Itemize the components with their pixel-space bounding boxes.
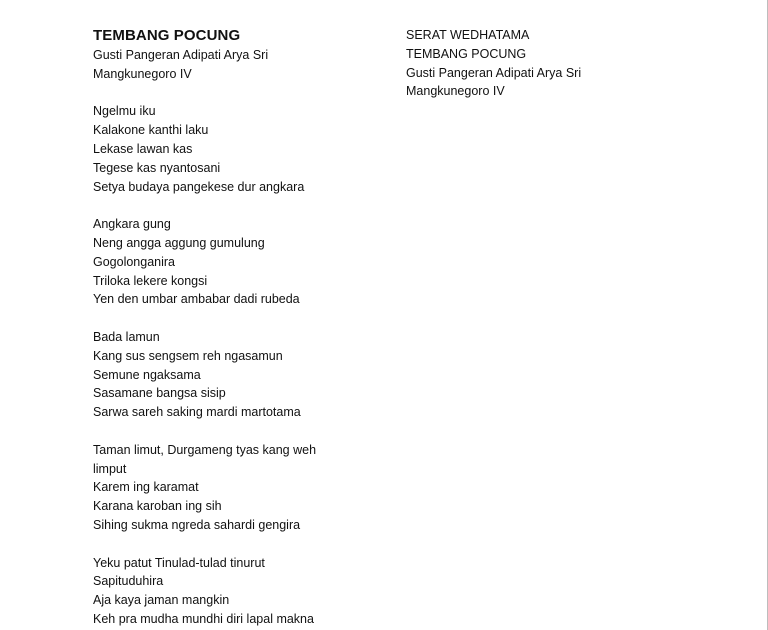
author-line: Gusti Pangeran Adipati Arya Sri bbox=[406, 65, 582, 80]
verse-line: Aja kaya jaman mangkin bbox=[93, 593, 230, 608]
verse-line: Sasamane bangsa sisip bbox=[93, 386, 226, 401]
verse-line: Bada lamun bbox=[93, 329, 160, 344]
verse-line: Keh pra mudha mundhi diri lapal makna bbox=[93, 611, 314, 626]
left-column bbox=[93, 26, 393, 629]
verse-line: Neng angga aggung gumulung bbox=[93, 235, 265, 250]
verse-line: Karem ing karamat bbox=[93, 480, 199, 495]
verse-line: Ngelmu iku bbox=[93, 104, 156, 119]
author-line: Mangkunegoro IV bbox=[93, 66, 192, 81]
stanza-5 bbox=[93, 554, 393, 629]
poem-title: TEMBANG POCUNG bbox=[93, 27, 241, 44]
poem-title: TEMBANG POCUNG bbox=[406, 46, 527, 61]
verse-line: Sapituduhira bbox=[93, 574, 164, 589]
author-line: Mangkunegoro IV bbox=[406, 84, 505, 99]
verse-line: Taman limut, Durgameng tyas kang weh bbox=[93, 442, 317, 457]
verse-line: Angkara gung bbox=[93, 217, 171, 232]
stanza-2 bbox=[93, 215, 393, 309]
right-column bbox=[406, 26, 706, 101]
verse-line: Tegese kas nyantosani bbox=[93, 160, 221, 175]
author-line: Gusti Pangeran Adipati Arya Sri bbox=[93, 48, 269, 62]
verse-line: Karana karoban ing sih bbox=[93, 499, 222, 514]
verse-line: Yeku patut Tinulad-tulad tinurut bbox=[93, 555, 265, 570]
verse-line: Semune ngaksama bbox=[93, 367, 201, 382]
stanza-4 bbox=[93, 441, 393, 535]
verse-line: Sarwa sareh saking mardi martotama bbox=[93, 405, 301, 420]
stanza-3 bbox=[93, 328, 393, 422]
verse-line: Yen den umbar ambabar dadi rubeda bbox=[93, 292, 300, 307]
verse-line: Kang sus sengsem reh ngasamun bbox=[93, 348, 283, 363]
verse-line: limput bbox=[93, 461, 127, 476]
stanza-1 bbox=[93, 102, 393, 196]
verse-line: Lekase lawan kas bbox=[93, 141, 193, 156]
verse-line: Gogolonganira bbox=[93, 254, 176, 269]
work-title: SERAT WEDHATAMA bbox=[406, 28, 530, 42]
verse-line: Kalakone kanthi laku bbox=[93, 123, 209, 138]
verse-line: Sihing sukma ngreda sahardi gengira bbox=[93, 517, 301, 532]
verse-line: Setya budaya pangekese dur angkara bbox=[93, 179, 305, 194]
verse-line: Triloka lekere kongsi bbox=[93, 273, 208, 288]
